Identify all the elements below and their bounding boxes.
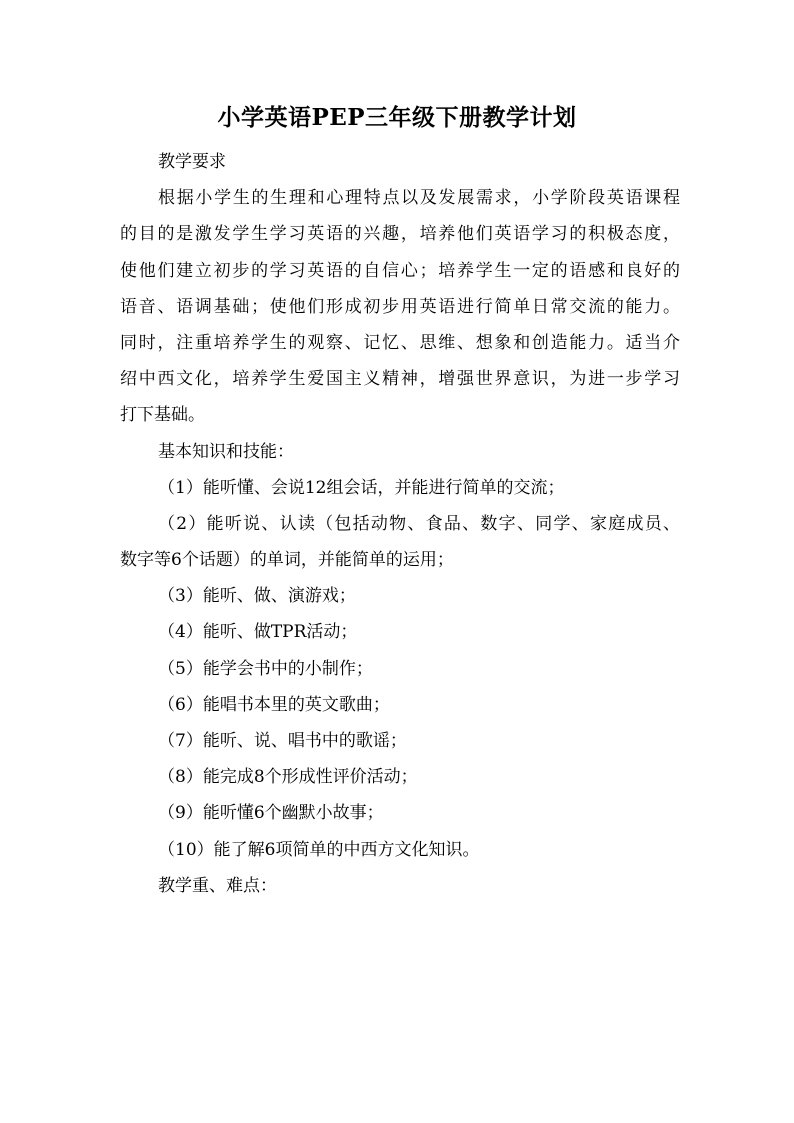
text-line: （7）能听、说、唱书中的歌谣； xyxy=(158,731,407,751)
document-body xyxy=(120,144,680,904)
text-line: 绍中西文化，培养学生爱国主义精神，增强世界意识，为进一步学习 xyxy=(120,369,680,390)
text-line: （4）能听、做TPR活动； xyxy=(158,622,358,643)
page-title: 小学英语PEP三年级下册教学计划 xyxy=(217,104,577,131)
text-line: 同时，注重培养学生的观察、记忆、思维、想象和创造能力。适当介 xyxy=(120,332,680,353)
text-line: （2）能听说、认读（包括动物、食品、数字、同学、家庭成员、 xyxy=(158,513,680,534)
text-line: 基本知识和技能： xyxy=(158,441,294,462)
text-line: 教学要求 xyxy=(158,152,226,172)
text-line: （8）能完成8个形成性评价活动； xyxy=(158,767,418,788)
text-line: 教学重、难点： xyxy=(158,875,277,896)
text-line: 的目的是激发学生学习英语的兴趣，培养他们英语学习的积极态度， xyxy=(120,224,680,245)
text-line: （10）能了解6项简单的中西方文化知识。 xyxy=(158,839,480,860)
text-line: 使他们建立初步的学习英语的自信心；培养学生一定的语感和良好的 xyxy=(120,260,680,281)
text-line: 语音、语调基础；使他们形成初步用英语进行简单日常交流的能力。 xyxy=(120,296,680,317)
text-line: （6）能唱书本里的英文歌曲； xyxy=(158,694,390,715)
text-line: （3）能听、做、演游戏； xyxy=(158,586,356,607)
text-line: （5）能学会书中的小制作； xyxy=(158,658,373,679)
text-line: 根据小学生的生理和心理特点以及发展需求，小学阶段英语课程 xyxy=(158,188,680,209)
text-line: 打下基础。 xyxy=(120,405,205,426)
text-line: （1）能听懂、会说12组会话，并能进行简单的交流； xyxy=(158,477,565,498)
text-line: （9）能听懂6个幽默小故事； xyxy=(158,803,384,824)
text-line: 数字等6个话题）的单词，并能简单的运用； xyxy=(120,550,454,571)
